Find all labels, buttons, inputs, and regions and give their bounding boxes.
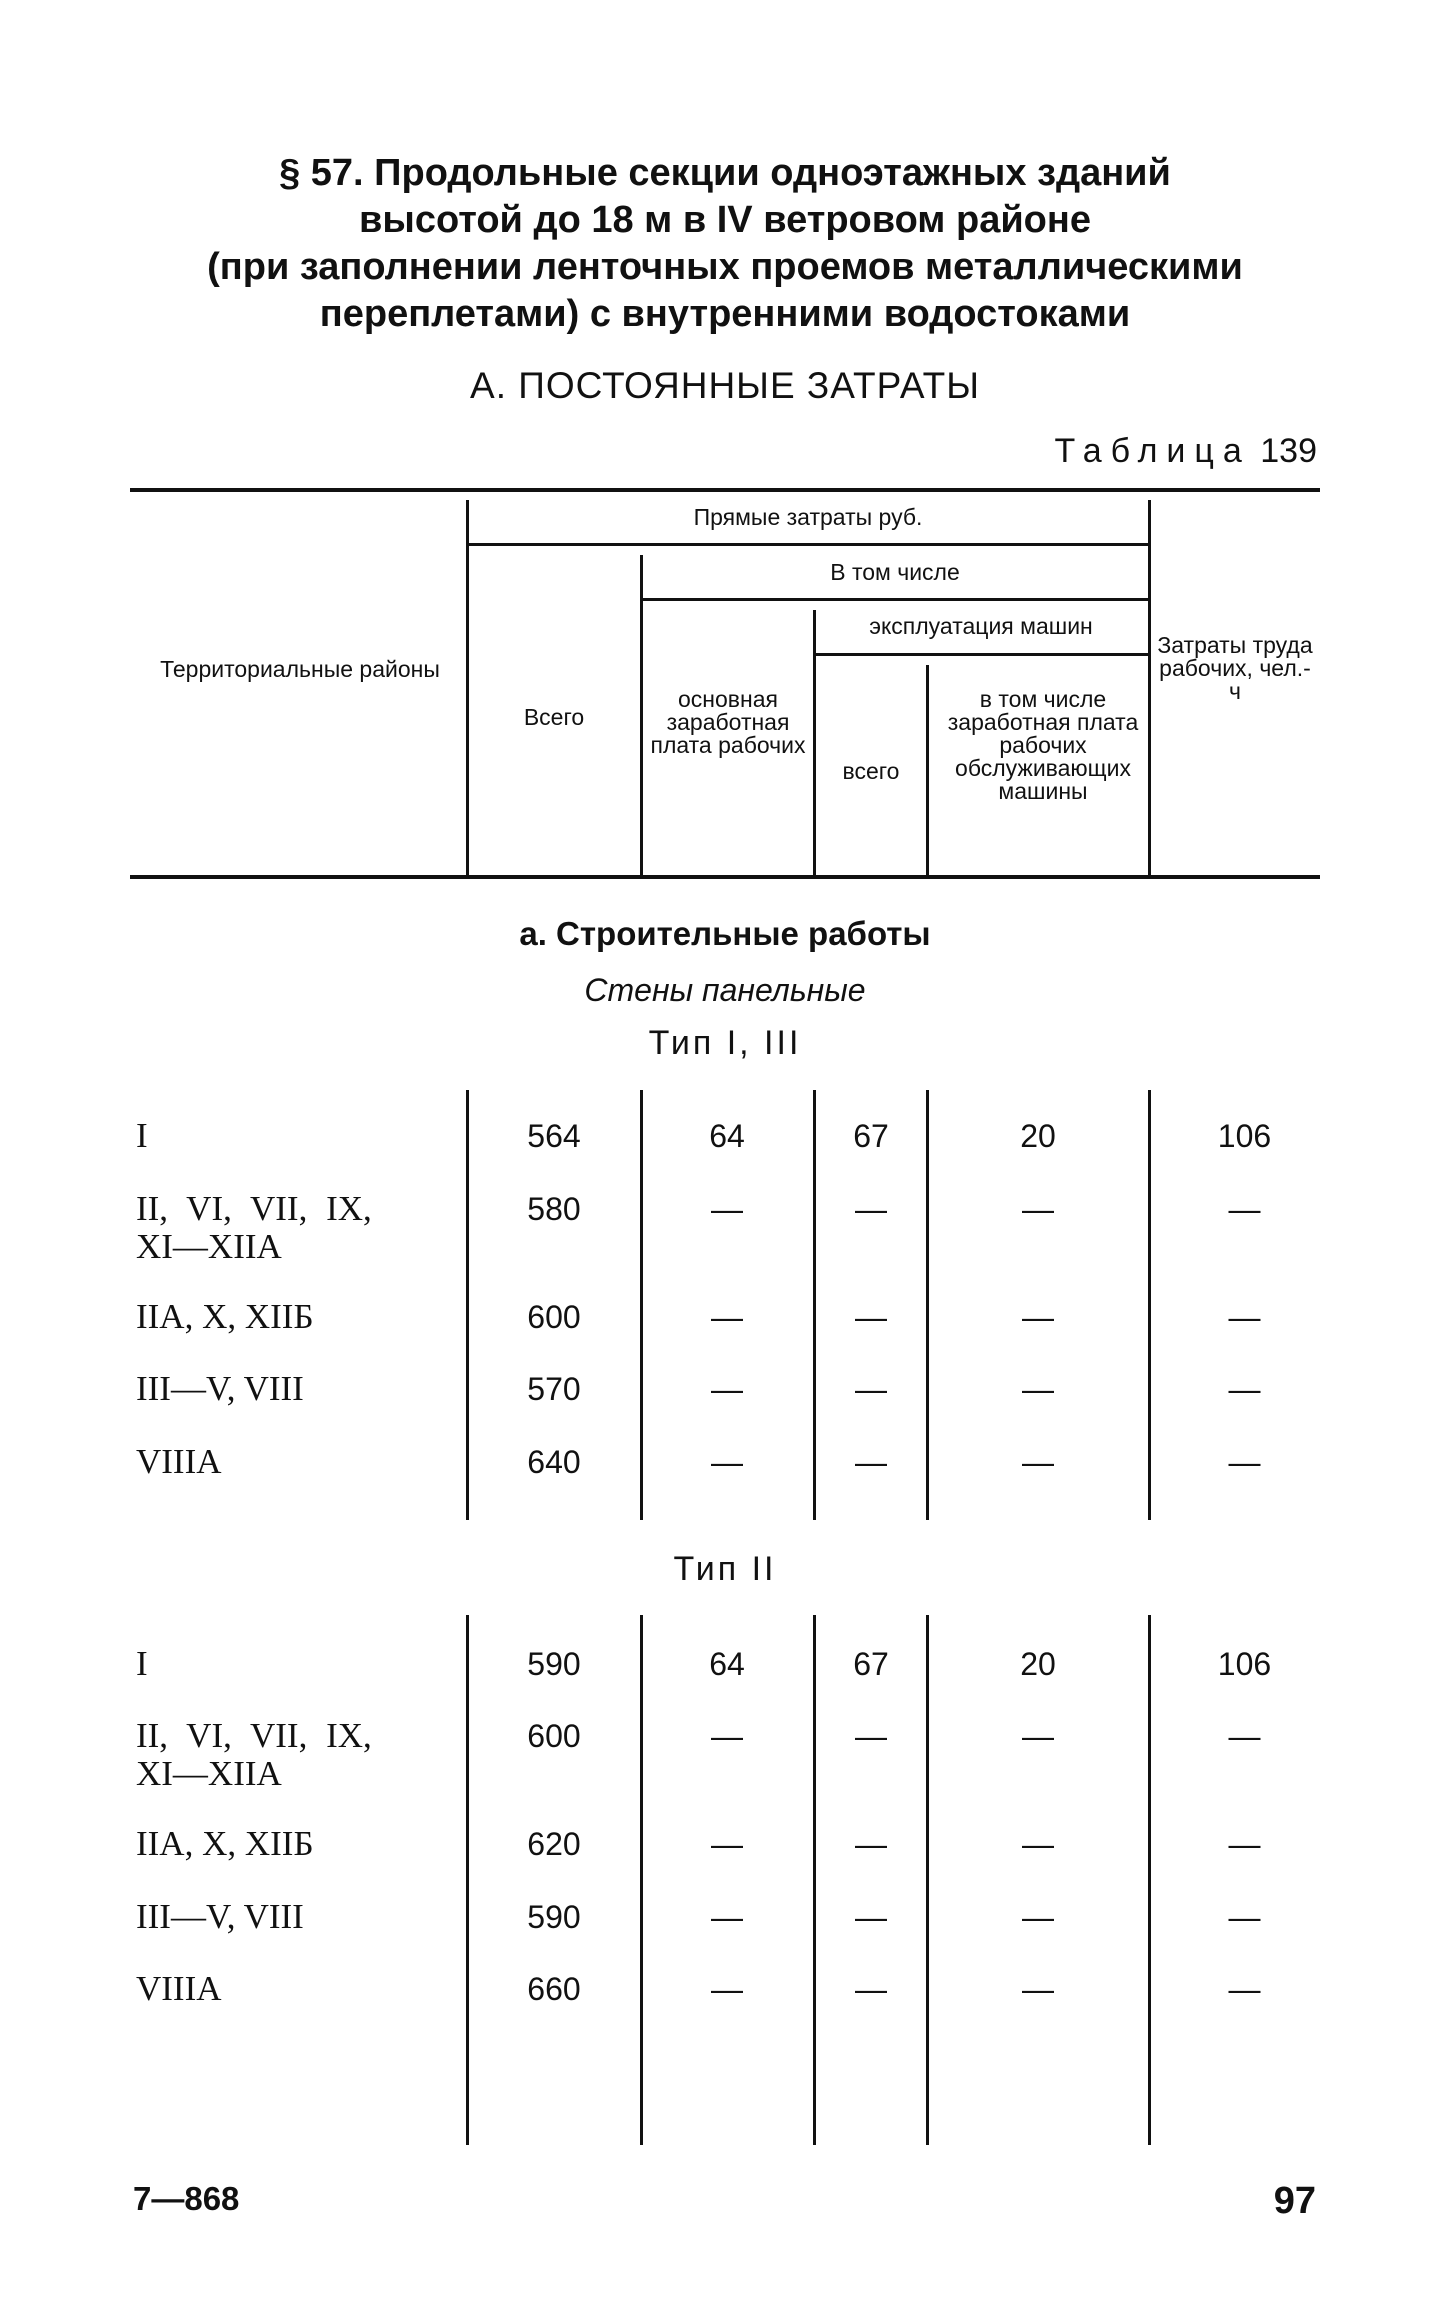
table-top-rule: [130, 488, 1320, 492]
including-underline: [640, 598, 1148, 601]
machine-wage-cell: —: [1022, 1971, 1054, 2007]
column-divider: [640, 1615, 643, 2145]
direct-costs-underline: [468, 543, 1148, 546]
subsection-title: А. ПОСТОЯННЫЕ ЗАТРАТЫ: [470, 365, 980, 406]
labor-cell: —: [1228, 1299, 1261, 1335]
page-number: 97: [1273, 2180, 1316, 2222]
header-base-wage: основная заработная плата рабочих: [650, 686, 806, 758]
section-heading-line-2: высотой до 18 м в IV ветровом районе: [359, 199, 1091, 241]
column-divider: [926, 1090, 929, 1520]
total-cell: 580: [527, 1191, 581, 1227]
wage-cell: 64: [709, 1646, 745, 1682]
total-cell: 600: [527, 1718, 581, 1754]
walls-title: Стены панельные: [584, 972, 866, 1008]
machine-total-cell: 67: [853, 1118, 889, 1154]
wage-cell: —: [711, 1899, 743, 1935]
wage-cell: —: [711, 1971, 743, 2007]
total-cell: 564: [527, 1118, 581, 1154]
header-direct-costs: Прямые затраты руб.: [693, 504, 923, 530]
type-title: Тип I, III: [648, 1024, 802, 1062]
region-cell: III—V, VIII: [136, 1369, 304, 1408]
section-heading-line-4: переплетами) с внутренними водостоками: [319, 293, 1131, 335]
labor-cell: —: [1228, 1444, 1261, 1480]
type-title: Тип II: [673, 1550, 777, 1588]
machine-total-cell: —: [855, 1444, 887, 1480]
region-cell: III—V, VIII: [136, 1897, 304, 1936]
machine-wage-cell: —: [1022, 1299, 1054, 1335]
region-cell: VIIIA: [136, 1969, 222, 2008]
labor-cell: —: [1228, 1371, 1261, 1407]
total-cell: 570: [527, 1371, 581, 1407]
machine-total-cell: —: [855, 1191, 887, 1227]
signature-mark: 7—868: [133, 2180, 240, 2217]
machine-total-cell: —: [855, 1718, 887, 1754]
labor-cell: —: [1228, 1899, 1261, 1935]
column-divider: [1148, 1615, 1151, 2145]
labor-cell: 106: [1217, 1646, 1272, 1682]
table-number: 139: [1260, 432, 1317, 470]
wage-cell: —: [711, 1826, 743, 1862]
region-line-cont: XI—XIIA: [136, 1227, 282, 1266]
total-cell: 640: [527, 1444, 581, 1480]
column-divider: [926, 1615, 929, 2145]
machine-wage-cell: —: [1022, 1718, 1054, 1754]
total-cell: 660: [527, 1971, 581, 2007]
header-machine-wage: в том числе заработная плата рабочих обслуживающих машины: [947, 686, 1139, 804]
header-including: В том числе: [830, 559, 960, 585]
labor-cell: —: [1228, 1191, 1261, 1227]
machine-total-cell: —: [855, 1899, 887, 1935]
column-divider: [813, 1615, 816, 2145]
region-cell: I: [136, 1644, 148, 1683]
region-cell: [136, 1190, 456, 1266]
total-cell: 600: [527, 1299, 581, 1335]
region-line-cont: XI—XIIA: [136, 1754, 282, 1793]
total-cell: 590: [527, 1899, 581, 1935]
region-cell: VIIIA: [136, 1442, 222, 1481]
machine-wage-cell: —: [1022, 1191, 1054, 1227]
section-heading-line-3: (при заполнении ленточных проемов металлическими: [207, 246, 1243, 288]
labor-cell: —: [1228, 1718, 1261, 1754]
labor-cell: 106: [1217, 1118, 1272, 1154]
machine-wage-cell: —: [1022, 1371, 1054, 1407]
wage-cell: —: [711, 1444, 743, 1480]
header-machine-total: всего: [842, 758, 900, 784]
column-divider: [466, 1615, 469, 2145]
column-divider: [813, 1090, 816, 1520]
machine-total-cell: 67: [853, 1646, 889, 1682]
table-label: Таблица: [1054, 432, 1251, 470]
header-labor: Затраты труда рабочих, чел.-ч: [1157, 632, 1313, 704]
wage-cell: —: [711, 1299, 743, 1335]
header-total: Всего: [523, 704, 585, 730]
machine-wage-cell: —: [1022, 1899, 1054, 1935]
region-line: II, VI, VII, IX,: [136, 1716, 372, 1755]
column-divider: [466, 1090, 469, 1520]
region-cell: I: [136, 1116, 148, 1155]
header-regions: Территориальные районы: [160, 656, 440, 682]
table-caption: [1055, 432, 1318, 471]
machine-wage-cell: —: [1022, 1826, 1054, 1862]
header-divider: [640, 555, 643, 875]
machine-total-cell: —: [855, 1371, 887, 1407]
wage-cell: —: [711, 1371, 743, 1407]
total-cell: 590: [527, 1646, 581, 1682]
machine-wage-cell: 20: [1020, 1118, 1056, 1154]
region-cell: IIA, X, XIIБ: [136, 1824, 314, 1863]
wage-cell: —: [711, 1718, 743, 1754]
header-bottom-rule: [130, 875, 1320, 879]
section-heading-line-1: § 57. Продольные секции одноэтажных зданий: [279, 152, 1171, 194]
labor-cell: —: [1228, 1826, 1261, 1862]
machine-total-cell: —: [855, 1971, 887, 2007]
region-cell: IIA, X, XIIБ: [136, 1297, 314, 1336]
region-cell: [136, 1717, 456, 1793]
column-divider: [1148, 1090, 1151, 1520]
header-divider: [926, 665, 929, 875]
total-cell: 620: [527, 1826, 581, 1862]
region-line: II, VI, VII, IX,: [136, 1189, 372, 1228]
machine-total-cell: —: [855, 1299, 887, 1335]
header-divider: [1148, 500, 1151, 875]
machine-operation-underline: [815, 653, 1148, 656]
machine-wage-cell: —: [1022, 1444, 1054, 1480]
header-divider: [466, 500, 469, 875]
labor-cell: —: [1228, 1971, 1261, 2007]
column-divider: [640, 1090, 643, 1520]
wage-cell: 64: [709, 1118, 745, 1154]
machine-total-cell: —: [855, 1826, 887, 1862]
machine-wage-cell: 20: [1020, 1646, 1056, 1682]
works-title: а. Строительные работы: [519, 915, 931, 952]
header-machine-operation: эксплуатация машин: [869, 613, 1093, 639]
wage-cell: —: [711, 1191, 743, 1227]
header-divider: [813, 610, 816, 875]
